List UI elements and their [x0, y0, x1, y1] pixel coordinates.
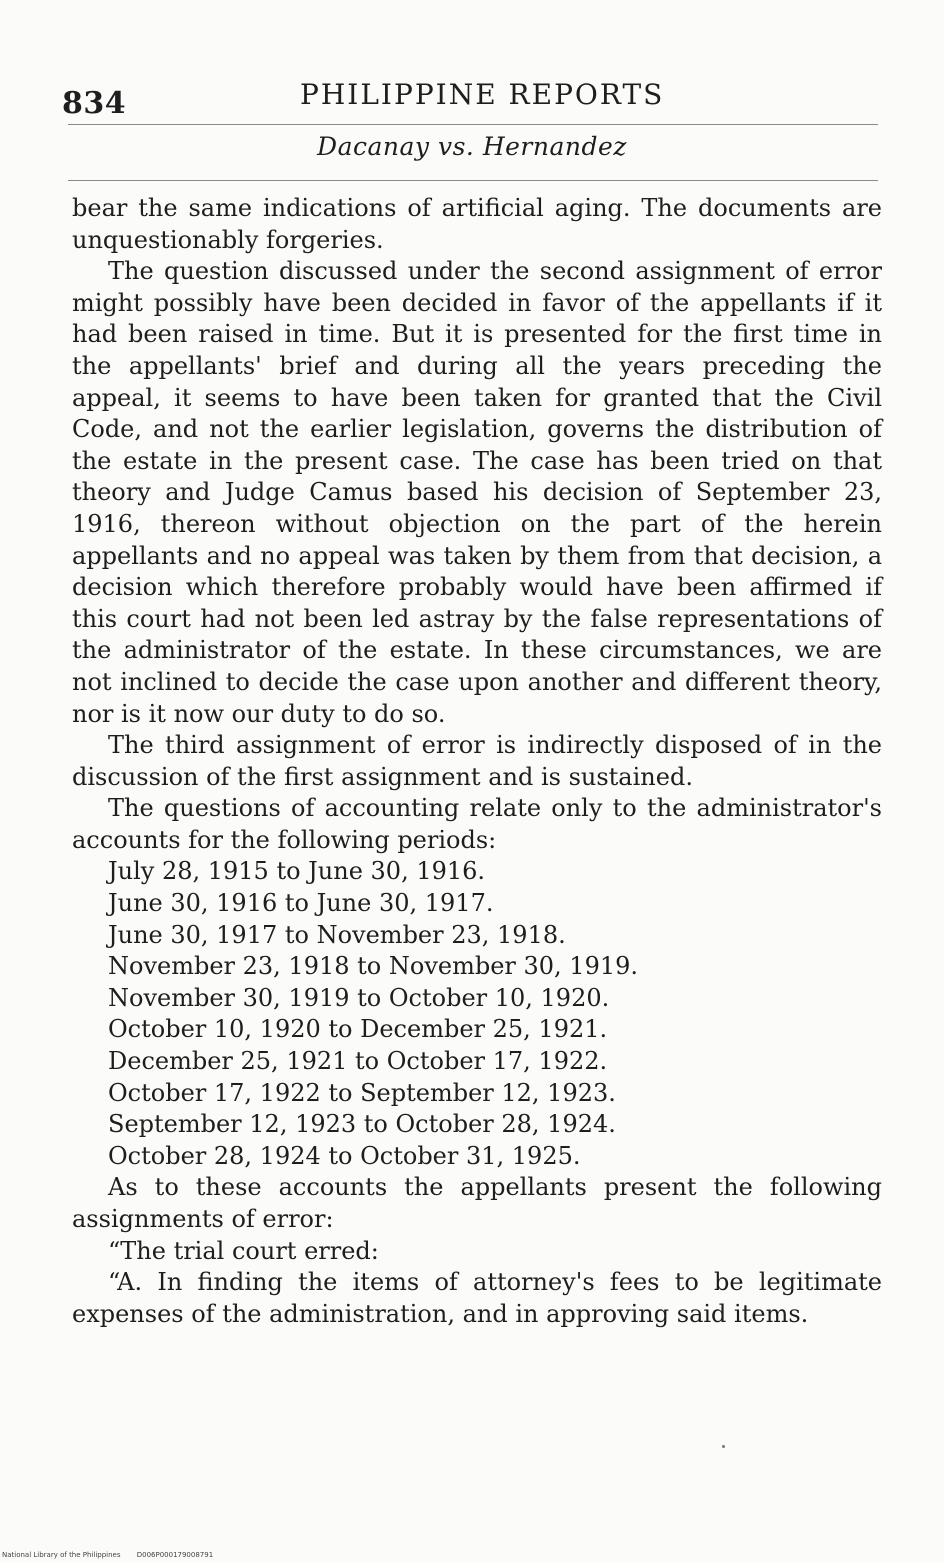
case-title: Dacanay vs. Hernandez: [317, 132, 627, 161]
paragraph: The third assignment of error is indirectly disposed of in the discussion of the first assignment and is sustained.: [72, 731, 882, 791]
paragraph: “A. In finding the items of attorney's fees to be legitimate expenses of the administration, and in approving said items.: [72, 1268, 882, 1328]
paragraph: The questions of accounting relate only to the administrator's accounts for the following periods:: [72, 794, 882, 854]
body-text: [72, 193, 882, 1330]
paragraph: The question discussed under the second assignment of error might possibly have been decided in favor of the appellants if it had been raised in time. But it is presented for the first time in the appellants' brief and during all the years preceding the appeal, it seems to have been taken for granted that the Civil Code, and not the earlier legislation, governs the distribution of the estate in the present case. The case has been tried on that theory and Judge Camus based his decision of September 23, 1916, thereon without objection on the part of the herein appellants and no appeal was taken by them from that decision, a decision which therefore probably would have been affirmed if this court had not been led astray by the false representations of the administrator of the estate. In these circumstances, we are not inclined to decide the case upon another and different theory, nor is it now our duty to do so.: [72, 257, 882, 728]
period-item: June 30, 1917 to November 23, 1918.: [108, 920, 566, 949]
period-item: November 30, 1919 to October 10, 1920.: [108, 983, 610, 1012]
period-item: October 28, 1924 to October 31, 1925.: [108, 1141, 581, 1170]
period-item: October 17, 1922 to September 12, 1923.: [108, 1078, 616, 1107]
period-item: November 23, 1918 to November 30, 1919.: [108, 952, 639, 981]
footer-library: National Library of the Philippines: [2, 1551, 121, 1559]
running-title: PHILIPPINE REPORTS: [300, 78, 665, 111]
period-item: September 12, 1923 to October 28, 1924.: [108, 1110, 616, 1139]
header-rule-top: [68, 124, 878, 125]
footer-code: D006P000179008791: [136, 1551, 214, 1559]
period-item: June 30, 1916 to June 30, 1917.: [108, 889, 494, 918]
paragraph: “The trial court erred:: [108, 1236, 379, 1265]
paragraph: bear the same indications of artificial aging. The documents are unquestionably forgeries.: [72, 194, 882, 254]
paragraph: As to these accounts the appellants present the following assignments of error:: [72, 1173, 882, 1233]
scan-speck: [722, 1445, 725, 1448]
period-item: October 10, 1920 to December 25, 1921.: [108, 1015, 608, 1044]
scan-footer: [2, 1551, 227, 1559]
period-item: July 28, 1915 to June 30, 1916.: [108, 857, 486, 886]
header-rule-bottom: [68, 180, 878, 181]
period-item: December 25, 1921 to October 17, 1922.: [108, 1047, 608, 1076]
page-number: 834: [62, 86, 127, 121]
